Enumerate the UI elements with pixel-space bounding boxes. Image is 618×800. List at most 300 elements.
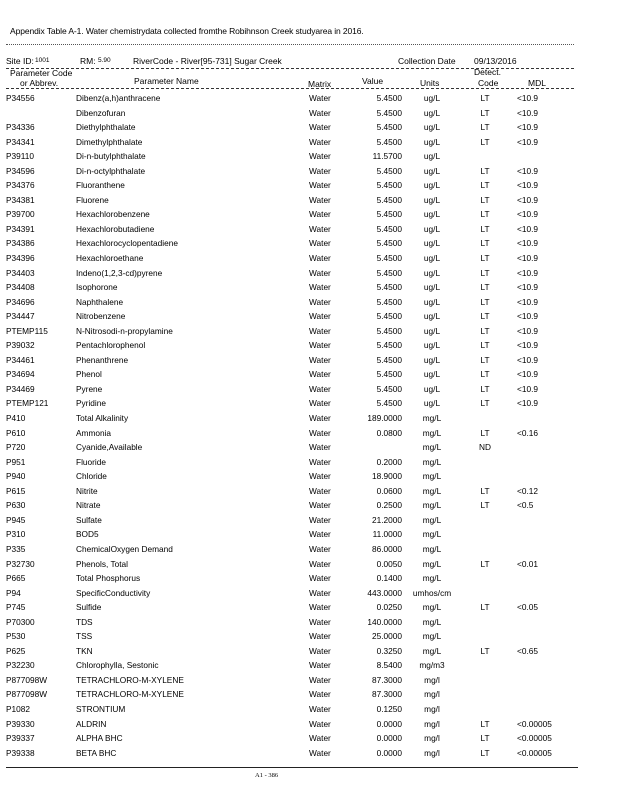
page-number: A1 - 386 xyxy=(255,772,279,779)
units-cell: mg/m3 xyxy=(419,660,445,671)
parameter-code-cell: P39032 xyxy=(6,340,35,351)
matrix-cell: Water xyxy=(309,631,331,642)
matrix-cell: Water xyxy=(309,413,331,424)
units-cell: mg/L xyxy=(422,442,442,453)
units-cell: ug/L xyxy=(423,369,441,380)
value-cell: 5.4500 xyxy=(376,340,402,351)
parameter-name-cell: Total Phosphorus xyxy=(76,573,141,584)
units-cell: ug/L xyxy=(423,165,441,176)
value-cell: 25.0000 xyxy=(372,631,402,642)
table-row xyxy=(0,281,618,296)
parameter-name-cell: TSS xyxy=(76,631,93,642)
matrix-cell: Water xyxy=(309,485,331,496)
parameter-code-cell: P34596 xyxy=(6,165,35,176)
table-row xyxy=(0,267,618,282)
value-cell: 5.4500 xyxy=(376,238,402,249)
parameter-code-cell: P940 xyxy=(6,471,26,482)
table-row xyxy=(0,339,618,354)
parameter-name-cell: Dimethylphthalate xyxy=(76,136,143,147)
value-cell: 0.0600 xyxy=(376,485,402,496)
parameter-name-cell: Chlorophylla, Sestonic xyxy=(76,660,159,671)
parameter-name-cell: Pyrene xyxy=(76,383,103,394)
mdl-cell: <10.9 xyxy=(517,93,538,103)
parameter-code-cell: P34447 xyxy=(6,311,35,322)
table-row xyxy=(0,252,618,267)
table-row xyxy=(0,601,618,616)
matrix-cell: Water xyxy=(309,602,331,613)
detect-code-cell: LT xyxy=(480,311,490,322)
parameter-name-cell: Hexachlorobenzene xyxy=(76,209,150,220)
parameter-name-cell: Nitrobenzene xyxy=(76,311,126,322)
parameter-code-cell: P34341 xyxy=(6,136,35,147)
value-cell: 11.0000 xyxy=(372,529,402,540)
table-row xyxy=(0,688,618,703)
table-row xyxy=(0,616,618,631)
units-cell: mg/l xyxy=(424,674,440,685)
table-row xyxy=(0,514,618,529)
table-row xyxy=(0,165,618,180)
detect-code-cell: LT xyxy=(480,267,490,278)
detect-code-cell: LT xyxy=(480,296,490,307)
value-cell: 86.0000 xyxy=(372,543,402,554)
units-cell: ug/L xyxy=(423,194,441,205)
parameter-name-cell: Phenols, Total xyxy=(76,558,128,569)
units-cell: ug/L xyxy=(423,354,441,365)
header-detect-code: Code xyxy=(478,78,499,88)
parameter-name-cell: Ammonia xyxy=(76,427,112,438)
value-cell: 0.1250 xyxy=(376,703,402,714)
rm-label: RM: xyxy=(80,56,96,66)
parameter-name-cell: Pyridine xyxy=(76,398,106,409)
detect-code-cell: LT xyxy=(480,485,490,496)
parameter-name-cell: Hexachlorocyclopentadiene xyxy=(76,238,178,249)
value-cell: 0.0250 xyxy=(376,602,402,613)
parameter-name-cell: ChemicalOxygen Demand xyxy=(76,543,173,554)
parameter-code-cell: P70300 xyxy=(6,616,35,627)
matrix-cell: Water xyxy=(309,223,331,234)
table-row xyxy=(0,528,618,543)
mdl-cell: <10.9 xyxy=(517,296,538,307)
table-row xyxy=(0,470,618,485)
mdl-cell: <0.5 xyxy=(517,500,534,511)
parameter-name-cell: SpecificConductivity xyxy=(76,587,151,598)
matrix-cell: Water xyxy=(309,122,331,133)
units-cell: mg/L xyxy=(422,616,442,627)
table-row xyxy=(0,223,618,238)
matrix-cell: Water xyxy=(309,369,331,380)
detect-code-cell: LT xyxy=(480,238,490,249)
mdl-cell: <10.9 xyxy=(517,325,538,336)
table-row xyxy=(0,368,618,383)
matrix-cell: Water xyxy=(309,660,331,671)
parameter-name-cell: Hexachlorobutadiene xyxy=(76,223,155,234)
value-cell: 8.5400 xyxy=(376,660,402,671)
parameter-code-cell: PTEMP121 xyxy=(6,398,49,409)
units-cell: mg/L xyxy=(422,543,442,554)
units-cell: ug/L xyxy=(423,253,441,264)
units-cell: mg/l xyxy=(424,718,440,729)
matrix-cell: Water xyxy=(309,500,331,511)
value-cell: 0.2000 xyxy=(376,456,402,467)
units-cell: mg/L xyxy=(422,413,442,424)
parameter-code-cell: P630 xyxy=(6,500,26,511)
table-row xyxy=(0,703,618,718)
value-cell: 5.4500 xyxy=(376,354,402,365)
units-cell: mg/L xyxy=(422,500,442,511)
matrix-cell: Water xyxy=(309,456,331,467)
detect-code-cell: LT xyxy=(480,194,490,205)
parameter-name-cell: Total Alkalinity xyxy=(76,413,129,424)
units-cell: ug/L xyxy=(423,311,441,322)
parameter-code-cell: P335 xyxy=(6,543,26,554)
parameter-name-cell: Hexachloroethane xyxy=(76,253,144,264)
value-cell: 0.0000 xyxy=(376,747,402,758)
parameter-name-cell: STRONTIUM xyxy=(76,703,126,714)
units-cell: ug/L xyxy=(423,223,441,234)
detect-code-cell: LT xyxy=(480,282,490,293)
value-cell: 5.4500 xyxy=(376,223,402,234)
detect-code-cell: LT xyxy=(480,180,490,191)
value-cell: 0.0050 xyxy=(376,558,402,569)
parameter-name-cell: Pentachlorophenol xyxy=(76,340,146,351)
parameter-code-cell: P745 xyxy=(6,602,26,613)
parameter-name-cell: Sulfate xyxy=(76,514,102,525)
table-row xyxy=(0,296,618,311)
value-cell: 21.2000 xyxy=(372,514,402,525)
detect-code-cell: LT xyxy=(480,747,490,758)
parameter-name-cell: ALPHA BHC xyxy=(76,733,123,744)
parameter-name-cell: Fluoranthene xyxy=(76,180,125,191)
detect-code-cell: LT xyxy=(480,558,490,569)
units-cell: ug/L xyxy=(423,296,441,307)
parameter-name-cell: Dibenz(a,h)anthracene xyxy=(76,93,161,103)
parameter-code-cell: P34556 xyxy=(6,93,35,103)
parameter-code-cell: P877098W xyxy=(6,674,48,685)
parameter-name-cell: TETRACHLORO-M-XYLENE xyxy=(76,674,184,685)
parameter-name-cell: TDS xyxy=(76,616,93,627)
value-cell: 5.4500 xyxy=(376,253,402,264)
parameter-code-cell: P530 xyxy=(6,631,26,642)
parameter-code-cell: P94 xyxy=(6,587,21,598)
mdl-cell: <10.9 xyxy=(517,194,538,205)
detect-code-cell: LT xyxy=(480,165,490,176)
matrix-cell: Water xyxy=(309,253,331,264)
parameter-code-cell: P34408 xyxy=(6,282,35,293)
mdl-cell: <0.12 xyxy=(517,485,538,496)
units-cell: ug/L xyxy=(423,151,441,162)
parameter-code-cell: P32730 xyxy=(6,558,35,569)
matrix-cell: Water xyxy=(309,442,331,453)
parameter-code-cell: P34386 xyxy=(6,238,35,249)
detect-code-cell: LT xyxy=(480,602,490,613)
units-cell: ug/L xyxy=(423,93,441,103)
parameter-code-cell: P39337 xyxy=(6,733,35,744)
matrix-cell: Water xyxy=(309,107,331,118)
parameter-name-cell: Fluorene xyxy=(76,194,109,205)
parameter-name-cell: Phenanthrene xyxy=(76,354,129,365)
parameter-code-cell: P34403 xyxy=(6,267,35,278)
mdl-cell: <0.05 xyxy=(517,602,538,613)
parameter-code-cell: P34396 xyxy=(6,253,35,264)
matrix-cell: Water xyxy=(309,587,331,598)
units-cell: ug/L xyxy=(423,122,441,133)
matrix-cell: Water xyxy=(309,689,331,700)
parameter-name-cell: Isophorone xyxy=(76,282,118,293)
units-cell: mg/l xyxy=(424,747,440,758)
collection-date-label: Collection Date xyxy=(398,56,456,66)
collection-date-value: 09/13/2016 xyxy=(474,56,517,66)
mdl-cell: <10.9 xyxy=(517,354,538,365)
mdl-cell: <10.9 xyxy=(517,383,538,394)
mdl-cell: <0.00005 xyxy=(517,718,552,729)
units-cell: mg/l xyxy=(424,733,440,744)
units-cell: ug/L xyxy=(423,340,441,351)
value-cell: 0.3250 xyxy=(376,645,402,656)
detect-code-cell: LT xyxy=(480,223,490,234)
detect-code-cell: LT xyxy=(480,733,490,744)
parameter-code-cell: P34391 xyxy=(6,223,35,234)
value-cell: 11.5700 xyxy=(372,151,402,162)
value-cell: 0.0800 xyxy=(376,427,402,438)
mdl-cell: <0.00005 xyxy=(517,747,552,758)
matrix-cell: Water xyxy=(309,645,331,656)
detect-code-cell: LT xyxy=(480,209,490,220)
detect-code-cell: LT xyxy=(480,253,490,264)
site-id-label: Site ID: xyxy=(6,56,34,66)
matrix-cell: Water xyxy=(309,674,331,685)
parameter-name-cell: Chloride xyxy=(76,471,107,482)
mdl-cell: <10.9 xyxy=(517,223,538,234)
table-row xyxy=(0,572,618,587)
parameter-code-cell: P877098W xyxy=(6,689,48,700)
matrix-cell: Water xyxy=(309,340,331,351)
parameter-name-cell: Fluoride xyxy=(76,456,106,467)
mdl-cell: <10.9 xyxy=(517,282,538,293)
table-row xyxy=(0,659,618,674)
matrix-cell: Water xyxy=(309,311,331,322)
parameter-code-cell: P32230 xyxy=(6,660,35,671)
value-cell: 5.4500 xyxy=(376,122,402,133)
detect-code-cell: LT xyxy=(480,718,490,729)
matrix-cell: Water xyxy=(309,165,331,176)
parameter-code-cell: P34336 xyxy=(6,122,35,133)
detect-code-cell: LT xyxy=(480,398,490,409)
units-cell: mg/L xyxy=(422,573,442,584)
parameter-code-cell: P34381 xyxy=(6,194,35,205)
parameter-name-cell: BETA BHC xyxy=(76,747,117,758)
table-row xyxy=(0,485,618,500)
matrix-cell: Water xyxy=(309,93,331,103)
table-row xyxy=(0,179,618,194)
matrix-cell: Water xyxy=(309,733,331,744)
units-cell: mg/l xyxy=(424,689,440,700)
value-cell: 5.4500 xyxy=(376,165,402,176)
parameter-code-cell: P39330 xyxy=(6,718,35,729)
parameter-name-cell: BOD5 xyxy=(76,529,99,540)
parameter-code-cell: P610 xyxy=(6,427,26,438)
value-cell: 5.4500 xyxy=(376,296,402,307)
table-row xyxy=(0,558,618,573)
detect-code-cell: LT xyxy=(480,340,490,351)
value-cell: 5.4500 xyxy=(376,267,402,278)
table-row xyxy=(0,397,618,412)
matrix-cell: Water xyxy=(309,296,331,307)
table-row xyxy=(0,107,618,122)
header-param-code: Parameter Code xyxy=(10,68,73,78)
parameter-code-cell: P34696 xyxy=(6,296,35,307)
mdl-cell: <10.9 xyxy=(517,340,538,351)
detect-code-cell: LT xyxy=(480,93,490,103)
units-cell: umhos/cm xyxy=(412,587,452,598)
units-cell: ug/L xyxy=(423,325,441,336)
value-cell: 0.2500 xyxy=(376,500,402,511)
mdl-cell: <10.9 xyxy=(517,369,538,380)
value-cell: 18.9000 xyxy=(372,471,402,482)
parameter-name-cell: Cyanide,Available xyxy=(76,442,143,453)
parameter-name-cell: Di-n-octylphthalate xyxy=(76,165,146,176)
matrix-cell: Water xyxy=(309,471,331,482)
units-cell: mg/L xyxy=(422,558,442,569)
matrix-cell: Water xyxy=(309,151,331,162)
detect-code-cell: ND xyxy=(479,442,491,453)
parameter-name-cell: Diethylphthalate xyxy=(76,122,136,133)
rm-value: 5.90 xyxy=(98,57,111,64)
detect-code-cell: LT xyxy=(480,369,490,380)
mdl-cell: <10.9 xyxy=(517,398,538,409)
document-title: Appendix Table A-1. Water chemistrydata collected fromthe Robihnson Creek studyarea in 2016. xyxy=(10,26,364,36)
value-cell: 189.0000 xyxy=(367,413,402,424)
parameter-code-cell: P39338 xyxy=(6,747,35,758)
table-row xyxy=(0,645,618,660)
value-cell: 5.4500 xyxy=(376,282,402,293)
table-row xyxy=(0,732,618,747)
parameter-code-cell: P951 xyxy=(6,456,26,467)
value-cell: 5.4500 xyxy=(376,93,402,103)
table-row xyxy=(0,237,618,252)
header-mdl: MDL xyxy=(528,78,546,88)
parameter-name-cell: N-Nitrosodi-n-propylamine xyxy=(76,325,173,336)
matrix-cell: Water xyxy=(309,558,331,569)
units-cell: mg/L xyxy=(422,456,442,467)
units-cell: ug/L xyxy=(423,136,441,147)
table-row xyxy=(0,674,618,689)
value-cell: 5.4500 xyxy=(376,209,402,220)
matrix-cell: Water xyxy=(309,238,331,249)
table-row xyxy=(0,92,618,107)
parameter-name-cell: TETRACHLORO-M-XYLENE xyxy=(76,689,184,700)
matrix-cell: Water xyxy=(309,267,331,278)
parameter-name-cell: Indeno(1,2,3-cd)pyrene xyxy=(76,267,163,278)
value-cell: 0.1400 xyxy=(376,573,402,584)
river-code: RiverCode - River[95-731] Sugar Creek xyxy=(133,56,282,66)
detect-code-cell: LT xyxy=(480,645,490,656)
table-row xyxy=(0,747,618,762)
detect-code-cell: LT xyxy=(480,136,490,147)
table-row xyxy=(0,150,618,165)
value-cell: 0.0000 xyxy=(376,733,402,744)
parameter-code-cell: P39110 xyxy=(6,151,34,162)
matrix-cell: Water xyxy=(309,427,331,438)
header-param-name: Parameter Name xyxy=(134,76,199,86)
mdl-cell: <10.9 xyxy=(517,253,538,264)
value-cell: 443.0000 xyxy=(367,587,402,598)
value-cell: 5.4500 xyxy=(376,194,402,205)
matrix-cell: Water xyxy=(309,529,331,540)
header-detect: Detect. xyxy=(474,67,501,77)
matrix-cell: Water xyxy=(309,194,331,205)
table-row xyxy=(0,587,618,602)
value-cell: 5.4500 xyxy=(376,180,402,191)
mdl-cell: <0.16 xyxy=(517,427,538,438)
units-cell: ug/L xyxy=(423,398,441,409)
parameter-code-cell: P625 xyxy=(6,645,26,656)
header-value: Value xyxy=(362,76,384,86)
parameter-code-cell: P34694 xyxy=(6,369,35,380)
matrix-cell: Water xyxy=(309,747,331,758)
detect-code-cell: LT xyxy=(480,122,490,133)
table-row xyxy=(0,194,618,209)
units-cell: ug/L xyxy=(423,107,441,118)
detect-code-cell: LT xyxy=(480,427,490,438)
units-cell: mg/L xyxy=(422,645,442,656)
units-cell: mg/L xyxy=(422,514,442,525)
table-row xyxy=(0,499,618,514)
header-param-abbrev: or Abbrev. xyxy=(20,78,59,88)
table-row xyxy=(0,121,618,136)
parameter-code-cell: P34376 xyxy=(6,180,35,191)
table-row xyxy=(0,383,618,398)
units-cell: ug/L xyxy=(423,383,441,394)
matrix-cell: Water xyxy=(309,354,331,365)
data-table-body xyxy=(0,92,618,761)
units-cell: ug/L xyxy=(423,209,441,220)
mdl-cell: <10.9 xyxy=(517,267,538,278)
mdl-cell: <10.9 xyxy=(517,209,538,220)
parameter-name-cell: Phenol xyxy=(76,369,102,380)
title-divider xyxy=(6,44,574,45)
parameter-name-cell: Sulfide xyxy=(76,602,102,613)
units-cell: mg/L xyxy=(422,471,442,482)
detect-code-cell: LT xyxy=(480,354,490,365)
table-row xyxy=(0,630,618,645)
value-cell: 5.4500 xyxy=(376,325,402,336)
mdl-cell: <0.00005 xyxy=(517,733,552,744)
mdl-cell: <0.65 xyxy=(517,645,538,656)
value-cell: 0.0000 xyxy=(376,718,402,729)
mdl-cell: <10.9 xyxy=(517,311,538,322)
mdl-cell: <10.9 xyxy=(517,180,538,191)
table-row xyxy=(0,136,618,151)
units-cell: mg/L xyxy=(422,427,442,438)
header-divider xyxy=(6,88,574,89)
header-matrix: Matrix xyxy=(308,79,332,89)
units-cell: mg/L xyxy=(422,631,442,642)
mdl-cell: <0.01 xyxy=(517,558,538,569)
detect-code-cell: LT xyxy=(480,500,490,511)
parameter-code-cell: P310 xyxy=(6,529,26,540)
parameter-name-cell: Nitrite xyxy=(76,485,98,496)
table-row xyxy=(0,310,618,325)
matrix-cell: Water xyxy=(309,325,331,336)
units-cell: ug/L xyxy=(423,282,441,293)
header-units: Units xyxy=(420,78,440,88)
detect-code-cell: LT xyxy=(480,325,490,336)
matrix-cell: Water xyxy=(309,543,331,554)
parameter-code-cell: PTEMP115 xyxy=(6,325,48,336)
table-row xyxy=(0,427,618,442)
value-cell: 140.0000 xyxy=(367,616,402,627)
matrix-cell: Water xyxy=(309,180,331,191)
